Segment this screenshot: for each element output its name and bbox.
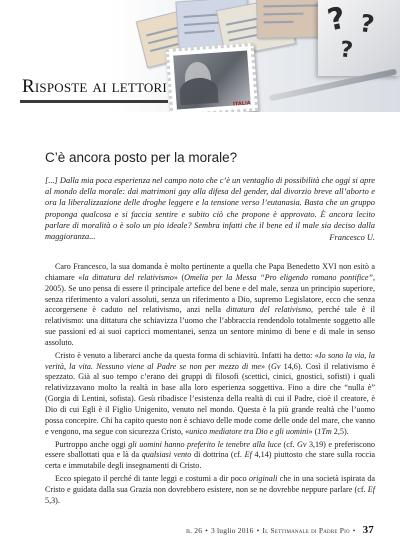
stamp-country: ITALIA: [232, 100, 251, 108]
letter-signature: Francesco U.: [329, 233, 375, 242]
portrait-icon: [184, 61, 212, 97]
reader-letter: [...] Dalla mia poca esperienza nel campo noto che c’è un ventaglio di possibilità che oggi si apre al mondo della morale: dai matrimoni gay alla difesa del gender, dal divorzio breve all’aborto e ora la liberalizzazione delle droghe leggere e la tensione verso l’eutanasia. Basta che un gruppo proponga qualcosa e si faccia sentire e subito ciò che propone è approvato. È ancora lecito parlare di moralità o è solo un pio ideale? Sembra infatti che il bene ed il male sia deciso dalla maggioranza...: [45, 176, 375, 241]
section-title: Risposte ai lettori: [22, 76, 167, 97]
question-heading: C’è ancora posto per la morale?: [45, 150, 238, 165]
page-number: 37: [362, 524, 374, 536]
answer-paragraph: Caro Francesco, la sua domanda è molto pertinente a quella che Papa Benedetto XVI non esitò a chiamare «la dittatura del relativismo» (Omelia per la Messa “Pro eligendo romano pontifice”, 2005). Se uno pensa di essere il principale artefice del bene e del male, senza un principio superiore, senza riferimento a valori assoluti, senza un riferimento a Dio, supremo Legislatore, ecco che senza accorgersene è caduto nel relativismo, anzi nella dittatura del relativismo, perché tale è il relativismo: una dittatura che schiavizza l’uomo che l’abbraccia rendendolo totalmente soggetto alle sue passioni ed ai suoi capricci momentanei, senza un sentore minimo di bene e di male in senso assoluto.: [45, 262, 376, 347]
issue-number: n. 26: [186, 526, 203, 535]
answer-text: [45, 262, 375, 509]
magazine-name: Il Settimanale di Padre Pio: [262, 526, 350, 535]
page-footer: [186, 524, 374, 536]
answer-paragraph: Cristo è venuto a liberarci anche da questa forma di schiavitù. Infatti ha detto: «Io sono la via, la verità, la vita. Nessuno viene al Padre se non per mezzo di me» (Gv 14,6). Così il relativismo è spezzato. Già al suo tempo c’erano dei gruppi di filosofi (scettici, cinici, gnostici, sofisti) i quali relativizzavano molto la realtà in base alla loro esperienza soggettiva. Fino a dire che “nulla è” (Gorgia di Lentini, sofista). Gesù ribadisce l’esistenza della realtà di cui il Padre, cioè il creatore, è Dio di cui Egli è il Figlio Unigenito, venuto nel mondo. Questa è la più grande realtà che l’uomo possa concepire. Chi ha capito questo non è schiavo delle mode come delle onde del mare, che vanno e vengono, ma segue con sicurezza Cristo, «unico mediatore tra Dio e gli uomini» (1Tm 2,5).: [45, 350, 375, 436]
footer-separator: •: [205, 526, 208, 535]
issue-date: 3 luglio 2016: [210, 526, 254, 535]
answer-paragraph: Purtroppo anche oggi gli uomini hanno preferito le tenebre alla luce (cf. Gv 3,19) e preferiscono essere sballottati qua e là da qualsiasi vento di dottrina (cf. Ef 4,14) piuttosto che stare sulla roccia certa e immutabile degli insegnamenti di Cristo.: [45, 439, 376, 471]
question-mark-icon: ?: [357, 9, 377, 39]
question-marks-image: [318, 0, 400, 76]
title-underline: [20, 100, 168, 103]
padre-pio-stamp: [166, 43, 259, 112]
question-mark-icon: ?: [338, 37, 355, 64]
footer-separator: •: [352, 526, 356, 535]
question-mark-icon: ?: [324, 0, 349, 39]
answer-paragraph: Ecco spiegato il perché di tante leggi e costumi a dir poco originali che in una società ispirata da Cristo e guidata dalla sua Grazia non dovrebbero esistere, non se ne dovrebbe neppure parlare (cf. Ef 5,3).: [45, 474, 375, 505]
footer-separator: •: [256, 526, 260, 535]
